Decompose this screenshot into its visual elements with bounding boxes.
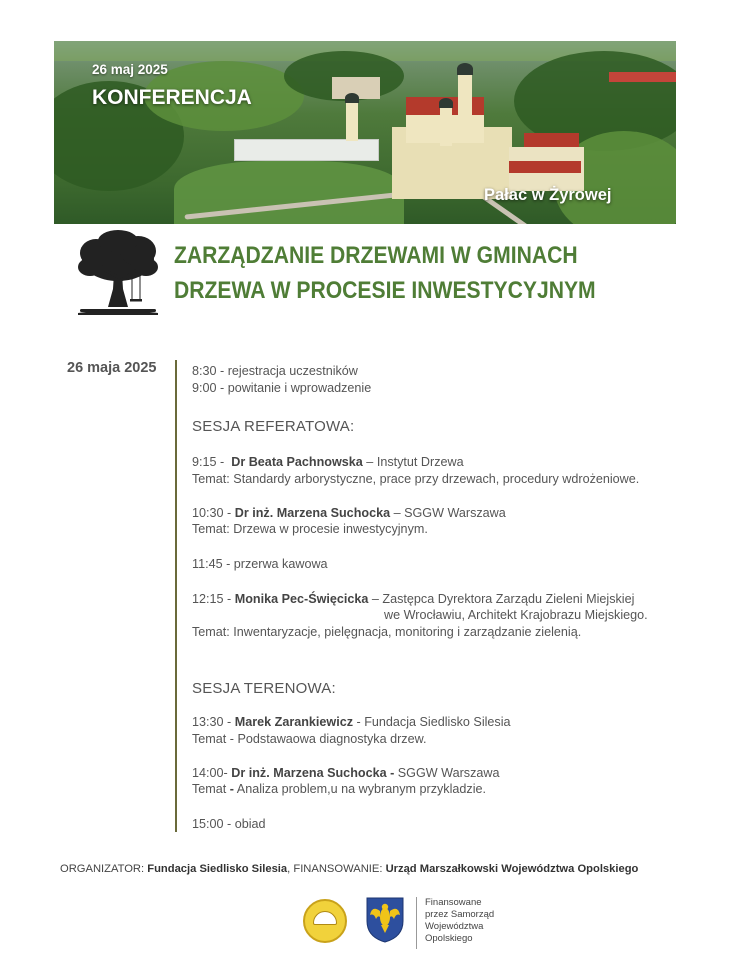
speaker-name: Dr Beata Pachnowska (231, 455, 363, 469)
speaker-name: Dr inż. Marzena Suchocka - (231, 766, 395, 780)
financed-line: Finansowane (425, 897, 482, 908)
speaker-affiliation: - Fundacja Siedlisko Silesia (353, 715, 511, 729)
heading-line-1: ZARZĄDZANIE DRZEWAMI W GMINACH (174, 242, 578, 269)
opolskie-eagle-shield-icon (366, 897, 404, 943)
session-title-referatowa: SESJA REFERATOWA: (192, 418, 355, 435)
banner-church-tower (458, 73, 472, 127)
speaker-affiliation: – Instytut Drzewa (362, 455, 464, 469)
speaker-name: Dr inż. Marzena Suchocka (234, 506, 391, 520)
agenda-item-speaker (192, 455, 464, 469)
banner-title: KONFERENCJA (92, 86, 252, 109)
funder-name: Urząd Marszałkowski Województwa Opolskiego (385, 863, 639, 875)
agenda-item-lunch: 15:00 - obiad (192, 817, 266, 831)
speaker-affiliation: – Zastępca Dyrektora Zarządu Zieleni Miejskiej (368, 592, 635, 606)
banner-date: 26 maj 2025 (92, 62, 168, 77)
agenda-item-speaker (192, 715, 511, 729)
footer-separator (416, 897, 417, 949)
agenda-topic (192, 782, 486, 796)
financed-line: przez Samorząd (425, 909, 495, 920)
agenda-topic: Temat - Podstawaowa diagnostyka drzew. (192, 732, 427, 746)
banner-wing-roof (509, 161, 581, 173)
agenda-time: 10:30 - (192, 506, 232, 520)
agenda-item-speaker (192, 506, 506, 520)
organizer-label: ORGANIZATOR: (60, 863, 148, 875)
agenda-time: 9:15 - (192, 455, 225, 469)
banner-tower (440, 106, 452, 146)
banner-tower (346, 101, 358, 141)
banner-church-tower-cap (457, 63, 473, 75)
banner-tower-cap (439, 98, 453, 108)
heading-line-2: DRZEWA W PROCESIE INWESTYCYJNYM (174, 277, 596, 304)
agenda-item-break: 11:45 - przerwa kawowa (192, 557, 328, 571)
speaker-affiliation: SGGW Warszawa (394, 766, 500, 780)
banner-place: Pałac w Żyrowej (484, 186, 612, 204)
agenda-topic: Temat: Standardy arborystyczne, prace przy drzewach, procedury wdrożeniowe. (192, 472, 640, 486)
agenda-item-speaker (192, 592, 634, 606)
banner-roof (609, 72, 676, 82)
agenda-item: 8:30 - rejestracja uczestników (192, 364, 358, 378)
agenda-time: 14:00- (192, 766, 228, 780)
topic-text: Analiza problem,u na wybranym przykladzie. (234, 782, 486, 796)
agenda-time: 13:30 - (192, 715, 232, 729)
agenda-item: 9:00 - powitanie i wprowadzenie (192, 381, 372, 395)
banner-tent (234, 139, 379, 161)
session-title-terenowa: SESJA TERENOWA: (192, 680, 336, 697)
organizer-name: Fundacja Siedlisko Silesia (147, 863, 288, 875)
financed-line: Opolskiego (425, 933, 473, 944)
fundacja-logo-house (313, 911, 337, 925)
speaker-affiliation-continued: we Wrocławiu, Architekt Krajobrazu Miejskiego. (384, 608, 648, 622)
speaker-name: Monika Pec-Święcicka (234, 592, 369, 606)
fundacja-logo-icon (303, 899, 347, 943)
funding-label: , FINANSOWANIE: (287, 863, 386, 875)
timeline-divider (175, 360, 177, 832)
financed-line: Województwa (425, 921, 484, 932)
topic-label: Temat (192, 782, 230, 796)
agenda-time: 12:15 - (192, 592, 232, 606)
topic-dash: - (229, 782, 234, 796)
agenda-topic: Temat: Drzewa w procesie inwestycyjnym. (192, 522, 428, 536)
tree-swing-icon (76, 229, 160, 317)
footer-credits (60, 863, 638, 875)
agenda-day: 26 maja 2025 (67, 360, 157, 376)
agenda-topic: Temat: Inwentaryzacje, pielęgnacja, monitoring i zarządzanie zielenią. (192, 625, 582, 639)
agenda-item-speaker (192, 766, 499, 780)
speaker-affiliation: – SGGW Warszawa (390, 506, 506, 520)
speaker-name: Marek Zarankiewicz (234, 715, 354, 729)
banner-tower-cap (345, 93, 359, 103)
